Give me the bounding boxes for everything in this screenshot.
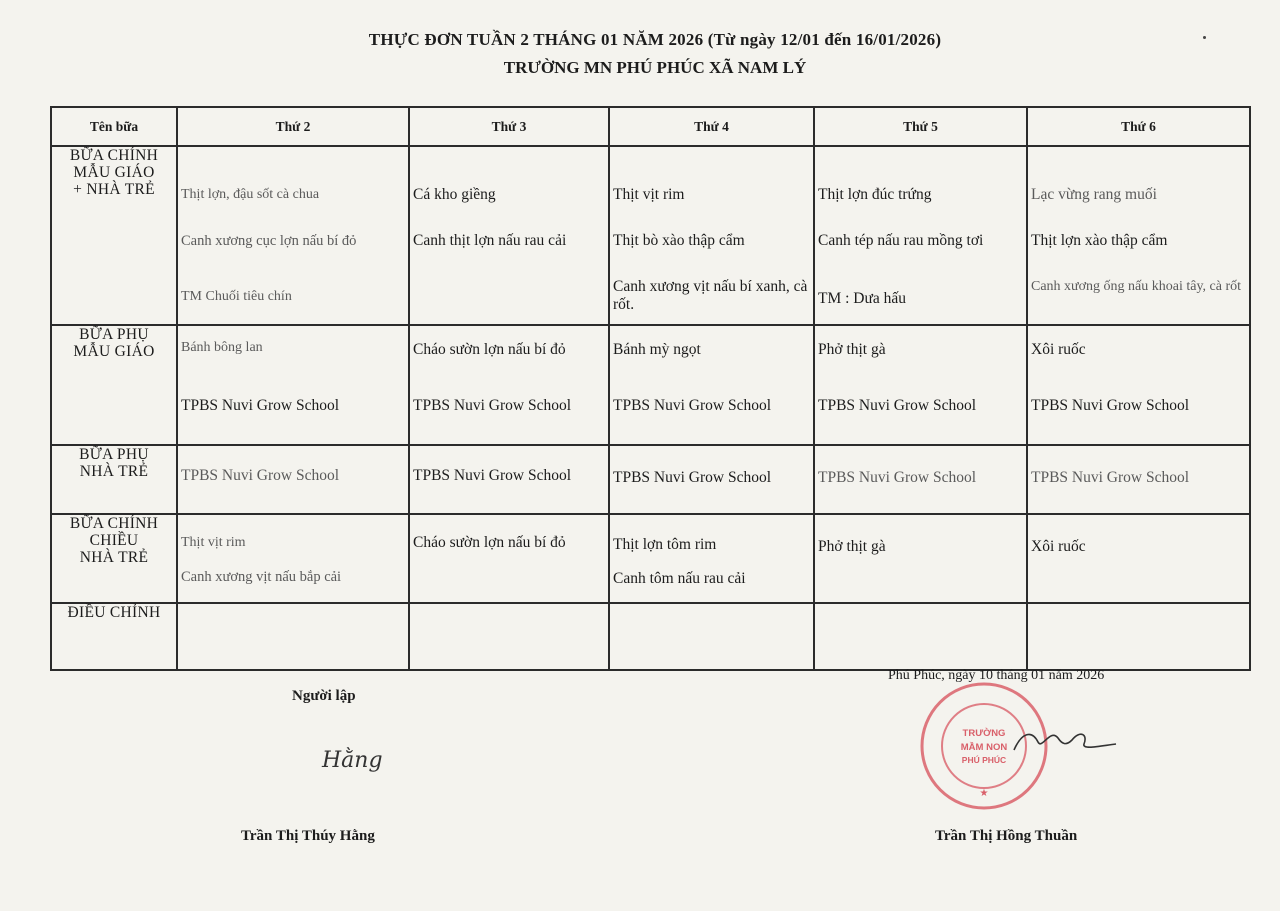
col-header-mon: Thứ 2 bbox=[177, 107, 409, 146]
dish: Thịt bò xào thập cẩm bbox=[613, 232, 745, 249]
dish: Canh thịt lợn nấu rau cải bbox=[413, 232, 567, 249]
dish: TM : Dưa hấu bbox=[818, 290, 907, 307]
meal-label-line: MẪU GIÁO bbox=[73, 164, 155, 181]
dish: TPBS Nuvi Grow School bbox=[413, 467, 572, 484]
menu-title: THỰC ĐƠN TUẦN 2 THÁNG 01 NĂM 2026 (Từ ngày 12/01 đến 16/01/2026) bbox=[368, 30, 942, 49]
school-name: TRƯỜNG MN PHÚ PHÚC XÃ NAM LÝ bbox=[503, 58, 807, 77]
dish: TPBS Nuvi Grow School bbox=[613, 397, 772, 414]
meal-name-main bbox=[51, 146, 177, 325]
meal-label-line: BỮA PHỤ bbox=[79, 446, 149, 463]
meal-label-line: BỮA CHÍNH bbox=[69, 147, 159, 164]
cell-snack-mg-fri bbox=[1027, 325, 1250, 445]
dish: TPBS Nuvi Grow School bbox=[181, 397, 340, 414]
creator-signature: Hằng bbox=[322, 748, 383, 773]
meal-label-line: ĐIỀU CHỈNH bbox=[67, 604, 161, 621]
dish: Phở thịt gà bbox=[818, 538, 886, 555]
dish: TPBS Nuvi Grow School bbox=[613, 469, 772, 486]
cell-snack-nt-wed bbox=[609, 445, 814, 514]
cell-afternoon-fri bbox=[1027, 514, 1250, 603]
cell-snack-mg-wed bbox=[609, 325, 814, 445]
stamp-line: PHÚ PHÚC bbox=[961, 755, 1007, 765]
dish: TPBS Nuvi Grow School bbox=[818, 469, 977, 486]
dish: Canh xương ống nấu khoai tây, cà rốt bbox=[1031, 279, 1242, 294]
row-main-meal bbox=[51, 146, 1250, 325]
cell-main-mon bbox=[177, 146, 409, 325]
meal-name-adjust bbox=[51, 603, 177, 670]
weekly-menu-table bbox=[50, 106, 1251, 671]
row-snack-kindergarten bbox=[51, 325, 1250, 445]
col-header-wed: Thứ 4 bbox=[609, 107, 814, 146]
cell-snack-nt-mon bbox=[177, 445, 409, 514]
dish: Canh tép nấu rau mồng tơi bbox=[818, 232, 984, 249]
col-header-tue: Thứ 3 bbox=[409, 107, 609, 146]
cell-adjust-mon bbox=[177, 603, 409, 670]
cell-snack-nt-thu bbox=[814, 445, 1027, 514]
cell-snack-mg-tue bbox=[409, 325, 609, 445]
meal-label-line: NHÀ TRẺ bbox=[79, 549, 149, 566]
cell-afternoon-thu bbox=[814, 514, 1027, 603]
dish: TPBS Nuvi Grow School bbox=[413, 397, 572, 414]
col-header-thu: Thứ 5 bbox=[814, 107, 1027, 146]
dish: Cháo sườn lợn nấu bí đỏ bbox=[413, 341, 566, 358]
dish: TPBS Nuvi Grow School bbox=[1031, 469, 1190, 486]
dish: Canh xương cục lợn nấu bí đỏ bbox=[181, 233, 357, 249]
dish: Canh tôm nấu rau cải bbox=[613, 570, 746, 587]
cell-snack-nt-tue bbox=[409, 445, 609, 514]
header-row bbox=[51, 107, 1250, 146]
cell-adjust-wed bbox=[609, 603, 814, 670]
cell-snack-nt-fri bbox=[1027, 445, 1250, 514]
dish: TPBS Nuvi Grow School bbox=[181, 467, 340, 484]
dish: Bánh bông lan bbox=[181, 340, 263, 355]
dish: Xôi ruốc bbox=[1031, 538, 1086, 555]
dish: Phở thịt gà bbox=[818, 341, 886, 358]
dish: Lạc vừng rang muối bbox=[1031, 186, 1157, 203]
col-header-meal: Tên bữa bbox=[51, 107, 177, 146]
dish: Canh xương vịt nấu bắp cải bbox=[181, 569, 342, 585]
meal-label-line: MẪU GIÁO bbox=[73, 343, 155, 360]
dish: Canh xương vịt nấu bí xanh, cà rốt. bbox=[613, 278, 808, 313]
dish: Thịt vịt rim bbox=[613, 186, 685, 203]
dish: TPBS Nuvi Grow School bbox=[818, 397, 977, 414]
cell-afternoon-tue bbox=[409, 514, 609, 603]
cell-main-tue bbox=[409, 146, 609, 325]
dish: Thịt lợn đúc trứng bbox=[818, 186, 932, 203]
principal-name: Trần Thị Hồng Thuần bbox=[935, 828, 1078, 844]
dish: Cháo sườn lợn nấu bí đỏ bbox=[413, 534, 566, 551]
cell-main-fri bbox=[1027, 146, 1250, 325]
meal-name-snack-mg bbox=[51, 325, 177, 445]
meal-name-afternoon bbox=[51, 514, 177, 603]
creator-label: Người lập bbox=[292, 688, 356, 704]
dish: TPBS Nuvi Grow School bbox=[1031, 397, 1190, 414]
col-header-fri: Thứ 6 bbox=[1027, 107, 1250, 146]
cell-adjust-thu bbox=[814, 603, 1027, 670]
creator-name: Trần Thị Thúy Hằng bbox=[241, 828, 375, 844]
dish: Thịt lợn tôm rim bbox=[613, 536, 717, 553]
meal-name-snack-nt bbox=[51, 445, 177, 514]
place-date: Phú Phúc, ngày 10 tháng 01 năm 2026 bbox=[888, 668, 1105, 683]
dish: Bánh mỳ ngọt bbox=[613, 341, 701, 358]
cell-adjust-tue bbox=[409, 603, 609, 670]
stamp-line: MẦM NON bbox=[960, 742, 1008, 753]
dish: Thịt vịt rim bbox=[181, 535, 246, 550]
dish: TM Chuối tiêu chín bbox=[181, 289, 292, 304]
cell-snack-mg-thu bbox=[814, 325, 1027, 445]
meal-label-line: NHÀ TRẺ bbox=[79, 463, 149, 480]
dish: Thịt lợn xào thập cẩm bbox=[1031, 232, 1168, 249]
stamp-line: TRƯỜNG bbox=[962, 728, 1006, 739]
cell-afternoon-mon bbox=[177, 514, 409, 603]
cell-main-thu bbox=[814, 146, 1027, 325]
speck bbox=[1203, 36, 1206, 39]
dish: Xôi ruốc bbox=[1031, 341, 1086, 358]
dish: Cá kho giềng bbox=[413, 186, 496, 203]
row-afternoon-nursery bbox=[51, 514, 1250, 603]
meal-label-line: CHIỀU bbox=[89, 532, 139, 549]
meal-label-line: BỮA PHỤ bbox=[79, 326, 149, 343]
principal-signature-icon bbox=[1010, 720, 1120, 760]
cell-snack-mg-mon bbox=[177, 325, 409, 445]
dish: Thịt lợn, đậu sốt cà chua bbox=[181, 187, 320, 202]
meal-label-line: + NHÀ TRẺ bbox=[73, 181, 155, 198]
cell-adjust-fri bbox=[1027, 603, 1250, 670]
cell-afternoon-wed bbox=[609, 514, 814, 603]
row-snack-nursery bbox=[51, 445, 1250, 514]
cell-main-wed bbox=[609, 146, 814, 325]
row-adjustments bbox=[51, 603, 1250, 670]
svg-text:★: ★ bbox=[979, 788, 989, 799]
meal-label-line: BỮA CHÍNH bbox=[69, 515, 159, 532]
